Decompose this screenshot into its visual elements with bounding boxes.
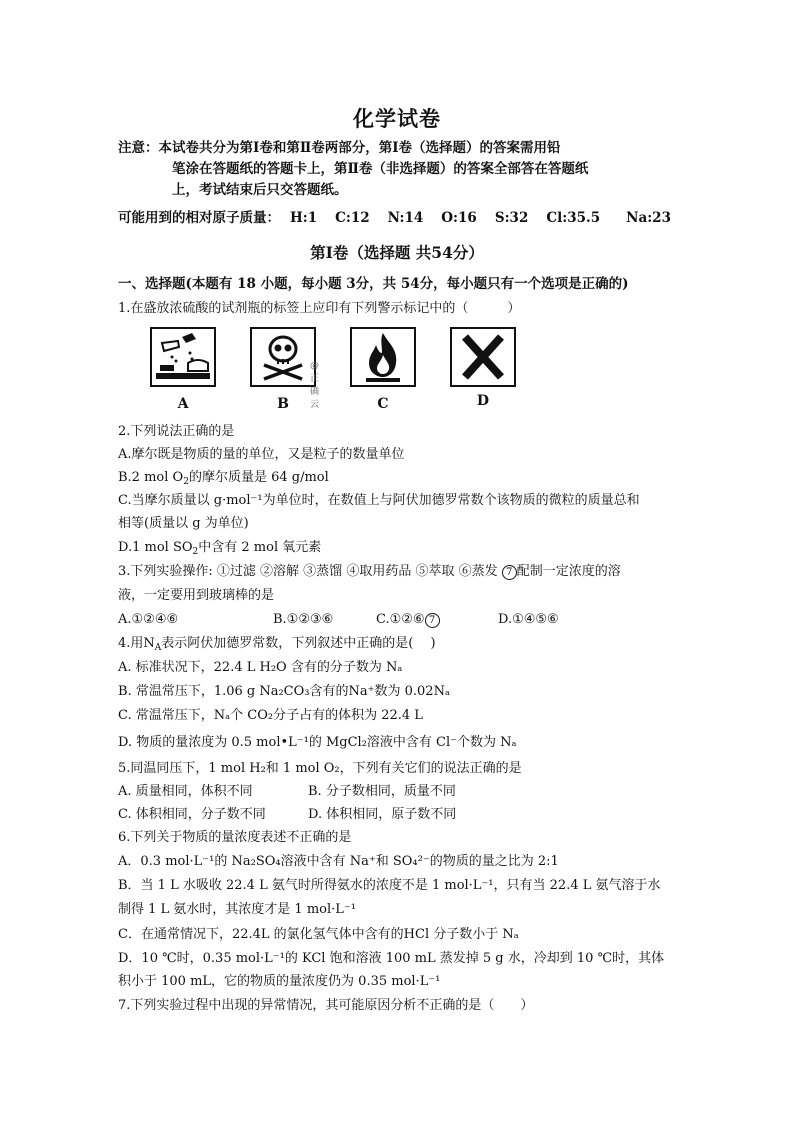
mass-h: H:1: [290, 210, 318, 226]
masses-label: 可能用到的相对原子质量：: [118, 210, 280, 226]
q4-option-b: B. 常温常压下，1.06 g Na₂CO₃含有的Na⁺数为 0.02Nₐ: [118, 684, 450, 699]
q6-option-d-line1: D．10 ℃时，0.35 mol·L⁻¹的 KCl 饱和溶液 100 mL 蒸发掉 5 g 水，冷却到 10 ℃时，其体: [118, 951, 665, 966]
flammable-icon: [350, 327, 416, 387]
q7-stem: 7.下列实验过程中出现的异常情况，其可能原因分析不正确的是（ ）: [118, 998, 534, 1013]
q5-option-d: D. 体积相同，原子数不同: [308, 807, 457, 822]
option-d-label: D: [476, 393, 490, 409]
mass-o: O:16: [441, 210, 477, 226]
q3-stem-line2: 液，一定要用到玻璃棒的是: [118, 588, 275, 603]
q6-option-b-line1: B．当 1 L 水吸收 22.4 L 氨气时所得氨水的浓度不是 1 mol·L⁻¹，只有当 22.4 L 氨气溶于水: [118, 878, 661, 893]
mass-c: C:12: [335, 210, 370, 226]
q5-options-row2: [118, 806, 457, 824]
q5-option-a: A. 质量相同，体积不同: [118, 784, 253, 799]
q2-option-a: A.摩尔既是物质的量的单位，又是粒子的数量单位: [118, 447, 405, 462]
q5-options-row1: [118, 783, 456, 801]
notice-line-2: 笔涂在答题纸的答题卡上，第Ⅱ卷（非选择题）的答案全部答在答题纸: [172, 161, 589, 177]
mass-n: N:14: [387, 210, 424, 226]
section-one-heading: 一、选择题(本题有 18 小题，每小题 3分，共 54分，每小题只有一个选项是正确的): [118, 276, 629, 292]
q3-stem-line1: 3.下列实验操作: ①过滤 ②溶解 ③蒸馏 ④取用药品 ⑤萃取 ⑥蒸发 7 配制一定浓度的溶: [118, 564, 621, 579]
notice-line-3: 上，考试结束后只交答题纸。: [172, 182, 348, 198]
q6-stem: 6.下列关于物质的量浓度表述不正确的是: [118, 830, 352, 845]
q6-option-a: A．0.3 mol·L⁻¹的 Na₂SO₄溶液中含有 Na⁺和 SO₄²⁻的物质的量之比为 2:1: [118, 854, 559, 869]
watermark: @正确云: [310, 361, 320, 410]
q6-option-d-line2: 积小于 100 mL，它的物质的量浓度仍为 0.35 mol·L⁻¹: [118, 974, 441, 989]
q3-option-a: A.①②④⑥: [118, 612, 179, 627]
q1-stem: 1.在盛放浓硫酸的试剂瓶的标签上应印有下列警示标记中的（ ）: [118, 301, 521, 316]
q2-option-d: D.1 mol $SO_2$中含有 2 mol 氧元素: [118, 540, 322, 557]
q4-option-d: D. 物质的量浓度为 0.5 mol•L⁻¹的 MgCl₂溶液中含有 Cl⁻个数为 Nₐ: [118, 735, 517, 750]
q2-option-b: B.2 mol $O_2$的摩尔质量是 64 g/mol: [118, 470, 329, 487]
option-a-label: A: [177, 396, 189, 412]
q5-option-c: C. 体积相同，分子数不同: [118, 807, 266, 822]
skull-crossbones-icon: [250, 327, 316, 387]
option-b-label: B: [277, 396, 289, 412]
notice-line-1: 注意：本试卷共分为第Ⅰ卷和第Ⅱ卷两部分，第Ⅰ卷（选择题）的答案需用铅: [118, 140, 561, 156]
mass-na: Na:23: [626, 210, 671, 226]
atomic-masses: [118, 206, 671, 226]
q3-options: [118, 611, 559, 629]
option-c-label: C: [377, 396, 389, 412]
q4-option-a: A. 标准状况下，22.4 L H₂O 含有的分子数为 Nₐ: [118, 660, 403, 675]
harmful-x-icon: [450, 327, 516, 387]
q2-option-c-line2: 相等(质量以 g 为单位): [118, 516, 249, 531]
q4-option-c: C. 常温常压下，Nₐ个 CO₂分子占有的体积为 22.4 L: [118, 708, 423, 723]
mass-s: S:32: [494, 210, 529, 226]
q5-stem: 5.同温同压下，1 mol H₂和 1 mol O₂，下列有关它们的说法正确的是: [118, 761, 522, 776]
q2-stem: 2.下列说法正确的是: [118, 424, 235, 439]
part-one-heading: 第Ⅰ卷（选择题 共54分）: [310, 243, 484, 262]
q3-option-b: B.①②③⑥: [273, 612, 334, 627]
q6-option-b-line2: 制得 1 L 氨水时，其浓度才是 1 mol·L⁻¹: [118, 902, 356, 917]
q3-option-c: C.①②⑥ 7: [376, 611, 440, 629]
q2-option-c-line1: C.当摩尔质量以 g·mol⁻¹为单位时，在数值上与阿伏加德罗常数个该物质的微粒的质量总和: [118, 493, 640, 508]
page-title: 化学试卷: [353, 106, 441, 131]
q3-option-d: D.①④⑤⑥: [498, 612, 559, 627]
corrosive-icon: [150, 327, 216, 387]
mass-cl: Cl:35.5: [546, 210, 601, 226]
q6-option-c: C．在通常情况下，22.4L 的氯化氢气体中含有的HCl 分子数小于 Nₐ: [118, 927, 519, 942]
notice-block: [118, 138, 678, 201]
q5-option-b: B. 分子数相同，质量不同: [308, 784, 456, 799]
q4-stem: 4.用$N_A$表示阿伏加德罗常数，下列叙述中正确的是( ): [118, 636, 436, 653]
